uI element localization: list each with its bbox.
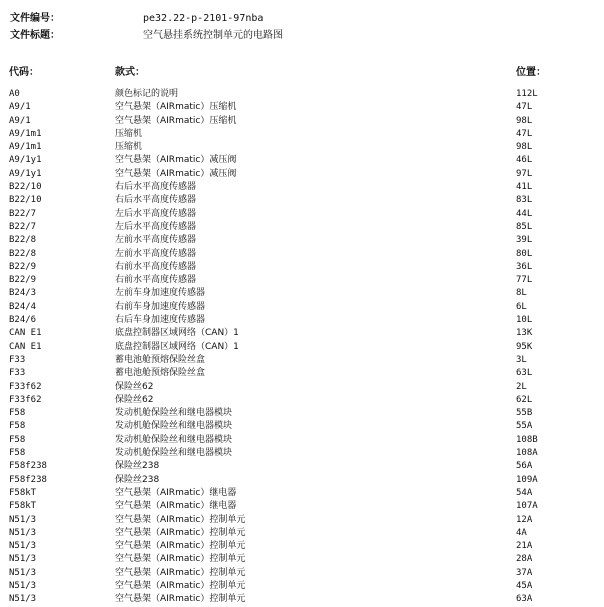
cell-item: 颜色标记的说明 <box>115 89 179 99</box>
cell-item: 保险丝62 <box>115 381 154 392</box>
cell-code: F33f62 <box>9 394 42 405</box>
cell-item: 空气悬架（AIRmatic）继电器 <box>115 501 237 512</box>
cell-position: 39L <box>516 235 533 246</box>
cell-position: 12A <box>516 514 533 525</box>
cell-item: 左前车身加速度传感器 <box>115 288 206 299</box>
cell-code: B22/9 <box>9 261 37 272</box>
table-row <box>0 248 604 261</box>
cell-position: 45A <box>516 580 533 591</box>
cell-code: A9/1y1 <box>9 155 42 166</box>
table-row <box>0 208 604 221</box>
table-row <box>0 487 604 500</box>
cell-position: 63A <box>516 594 533 605</box>
cell-position: 83L <box>516 195 533 206</box>
doc-title-value: 空气悬挂系统控制单元的电路图 <box>143 30 283 41</box>
cell-code: F58kT <box>9 501 37 512</box>
table-row <box>0 287 604 300</box>
table-row <box>0 407 604 420</box>
cell-code: F33f62 <box>9 381 42 392</box>
cell-item: 空气悬架（AIRmatic）控制单元 <box>115 580 246 591</box>
cell-position: 6L <box>516 301 527 312</box>
cell-item: 空气悬架（AIRmatic）减压阀 <box>115 155 237 166</box>
cell-code: F58 <box>9 421 26 432</box>
component-table-body <box>0 88 604 607</box>
column-header-item: 款式： <box>115 67 145 78</box>
cell-position: 55A <box>516 421 533 432</box>
cell-item: 压缩机 <box>115 142 143 153</box>
table-row <box>0 341 604 354</box>
table-row <box>0 420 604 433</box>
cell-item: 左前水平高度传感器 <box>115 235 197 246</box>
cell-position: 80L <box>516 248 533 259</box>
cell-item: 右后水平高度传感器 <box>115 182 197 193</box>
cell-position: 85L <box>516 221 533 232</box>
cell-item: 右后水平高度传感器 <box>115 195 197 206</box>
table-row <box>0 394 604 407</box>
cell-code: N51/3 <box>9 554 37 565</box>
cell-item: 空气悬架（AIRmatic）控制单元 <box>115 541 246 552</box>
cell-item: 发动机舱保险丝和继电器模块 <box>115 421 233 432</box>
cell-position: 77L <box>516 275 533 286</box>
cell-code: F58 <box>9 434 26 445</box>
cell-position: 108A <box>516 448 538 459</box>
cell-item: 底盘控制器区域网络（CAN）1 <box>115 328 239 339</box>
cell-item: 空气悬架（AIRmatic）控制单元 <box>115 594 246 605</box>
cell-code: F33 <box>9 368 26 379</box>
cell-code: N51/3 <box>9 580 37 591</box>
table-row <box>0 115 604 128</box>
doc-number-label: 文件编号： <box>10 13 60 24</box>
cell-code: F58 <box>9 408 26 419</box>
column-header-position: 位置： <box>516 67 546 78</box>
table-row <box>0 194 604 207</box>
cell-code: B24/3 <box>9 288 37 299</box>
cell-position: 10L <box>516 315 533 326</box>
table-row <box>0 580 604 593</box>
cell-code: B22/8 <box>9 235 37 246</box>
table-row <box>0 301 604 314</box>
table-row <box>0 447 604 460</box>
cell-item: 发动机舱保险丝和继电器模块 <box>115 448 233 459</box>
cell-code: B22/10 <box>9 182 42 193</box>
cell-position: 4A <box>516 527 527 538</box>
cell-code: B22/9 <box>9 275 37 286</box>
table-row <box>0 314 604 327</box>
cell-item: 保险丝62 <box>115 394 154 405</box>
cell-code: A9/1m1 <box>9 128 42 139</box>
cell-code: A0 <box>9 89 20 99</box>
table-row <box>0 128 604 141</box>
doc-title-label: 文件标题： <box>10 30 60 41</box>
cell-code: B22/10 <box>9 195 42 206</box>
cell-item: 左后水平高度传感器 <box>115 208 197 219</box>
table-row <box>0 181 604 194</box>
table-row <box>0 381 604 394</box>
table-row <box>0 553 604 566</box>
cell-position: 98L <box>516 115 533 126</box>
cell-item: 左后水平高度传感器 <box>115 221 197 232</box>
cell-code: F58f238 <box>9 461 47 472</box>
cell-position: 47L <box>516 102 533 113</box>
cell-code: A9/1 <box>9 115 31 126</box>
cell-position: 62L <box>516 394 533 405</box>
cell-item: 压缩机 <box>115 128 143 139</box>
cell-position: 46L <box>516 155 533 166</box>
table-header <box>0 63 604 77</box>
table-row <box>0 88 604 101</box>
cell-position: 97L <box>516 168 533 179</box>
cell-item: 空气悬架（AIRmatic）控制单元 <box>115 527 246 538</box>
cell-position: 21A <box>516 541 533 552</box>
cell-code: A9/1m1 <box>9 142 42 153</box>
cell-item: 空气悬架（AIRmatic）减压阀 <box>115 168 237 179</box>
cell-code: CAN E1 <box>9 341 42 352</box>
cell-position: 108B <box>516 434 538 445</box>
cell-item: 空气悬架（AIRmatic）压缩机 <box>115 102 237 113</box>
table-row <box>0 593 604 606</box>
doc-number-value: pe32.22-p-2101-97nba <box>143 13 264 24</box>
cell-position: 13K <box>516 328 533 339</box>
cell-code: N51/3 <box>9 514 37 525</box>
cell-item: 右后车身加速度传感器 <box>115 315 206 326</box>
cell-position: 37A <box>516 567 533 578</box>
cell-item: 底盘控制器区域网络（CAN）1 <box>115 341 239 352</box>
cell-position: 63L <box>516 368 533 379</box>
cell-code: F58kT <box>9 487 37 498</box>
cell-code: N51/3 <box>9 567 37 578</box>
cell-position: 44L <box>516 208 533 219</box>
table-row <box>0 354 604 367</box>
cell-item: 右前水平高度传感器 <box>115 275 197 286</box>
cell-code: B24/6 <box>9 315 37 326</box>
cell-position: 8L <box>516 288 527 299</box>
cell-code: F58f238 <box>9 474 47 485</box>
column-header-code: 代码： <box>9 67 39 78</box>
cell-position: 109A <box>516 474 538 485</box>
cell-position: 107A <box>516 501 538 512</box>
cell-code: N51/3 <box>9 527 37 538</box>
cell-item: 发动机舱保险丝和继电器模块 <box>115 408 233 419</box>
cell-code: B22/7 <box>9 208 37 219</box>
table-row <box>0 527 604 540</box>
cell-position: 55B <box>516 408 533 419</box>
cell-item: 右前车身加速度传感器 <box>115 301 206 312</box>
cell-code: N51/3 <box>9 594 37 605</box>
cell-item: 空气悬架（AIRmatic）继电器 <box>115 487 237 498</box>
cell-code: A9/1y1 <box>9 168 42 179</box>
cell-position: 112L <box>516 89 538 99</box>
table-row <box>0 261 604 274</box>
cell-code: F58 <box>9 448 26 459</box>
table-row <box>0 234 604 247</box>
cell-item: 空气悬架（AIRmatic）压缩机 <box>115 115 237 126</box>
cell-code: N51/3 <box>9 541 37 552</box>
cell-item: 蓄电池舱预熔保险丝盒 <box>115 368 206 379</box>
table-row <box>0 141 604 154</box>
table-row <box>0 168 604 181</box>
table-row <box>0 540 604 553</box>
table-row <box>0 274 604 287</box>
cell-item: 保险丝238 <box>115 461 160 472</box>
cell-position: 28A <box>516 554 533 565</box>
cell-position: 3L <box>516 354 527 365</box>
table-row <box>0 474 604 487</box>
cell-code: A9/1 <box>9 102 31 113</box>
cell-item: 右前水平高度传感器 <box>115 261 197 272</box>
table-row <box>0 500 604 513</box>
cell-code: CAN E1 <box>9 328 42 339</box>
cell-position: 56A <box>516 461 533 472</box>
table-row <box>0 434 604 447</box>
table-row <box>0 154 604 167</box>
table-row <box>0 460 604 473</box>
cell-item: 保险丝238 <box>115 474 160 485</box>
cell-code: B22/8 <box>9 248 37 259</box>
cell-position: 98L <box>516 142 533 153</box>
cell-item: 空气悬架（AIRmatic）控制单元 <box>115 554 246 565</box>
cell-code: F33 <box>9 354 26 365</box>
doc-number-line <box>10 12 263 25</box>
cell-item: 左前水平高度传感器 <box>115 248 197 259</box>
cell-code: B24/4 <box>9 301 37 312</box>
doc-title-line <box>10 29 283 42</box>
table-row <box>0 567 604 580</box>
cell-position: 54A <box>516 487 533 498</box>
table-row <box>0 221 604 234</box>
table-row <box>0 327 604 340</box>
cell-position: 36L <box>516 261 533 272</box>
cell-position: 41L <box>516 182 533 193</box>
cell-position: 2L <box>516 381 527 392</box>
table-row <box>0 367 604 380</box>
cell-item: 空气悬架（AIRmatic）控制单元 <box>115 567 246 578</box>
cell-item: 蓄电池舱预熔保险丝盒 <box>115 354 206 365</box>
table-row <box>0 514 604 527</box>
cell-item: 空气悬架（AIRmatic）控制单元 <box>115 514 246 525</box>
table-row <box>0 101 604 114</box>
cell-position: 95K <box>516 341 533 352</box>
cell-item: 发动机舱保险丝和继电器模块 <box>115 434 233 445</box>
cell-code: B22/7 <box>9 221 37 232</box>
cell-position: 47L <box>516 128 533 139</box>
